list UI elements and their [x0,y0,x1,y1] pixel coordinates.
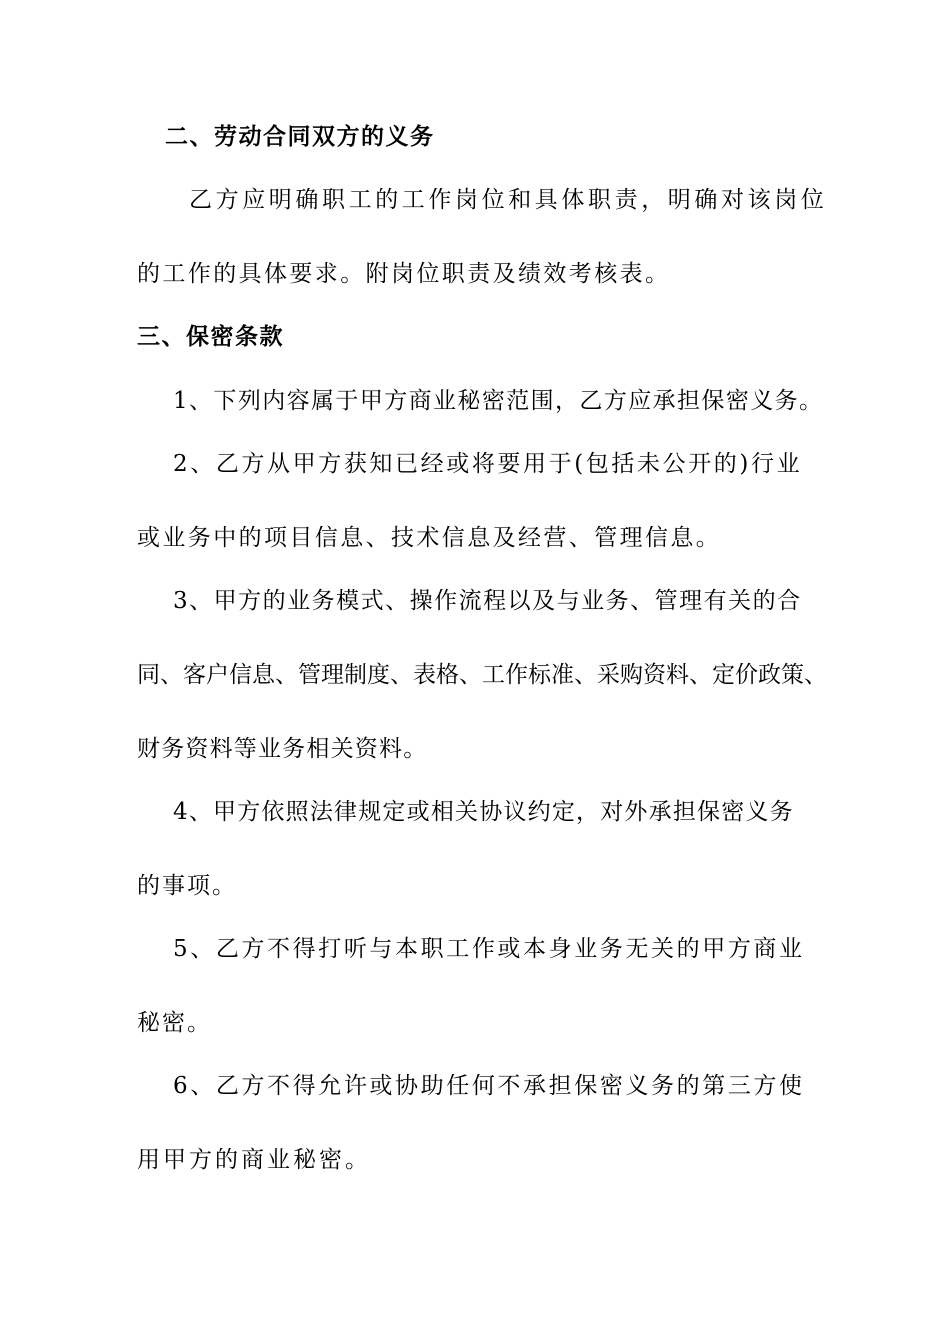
paragraph-line: 乙方应明确职工的工作岗位和具体职责，明确对该岗位 [189,187,828,213]
clause-item-5-continued: 秘密。 [137,1010,212,1036]
clause-item-3-continued: 财务资料等业务相关资料。 [137,736,428,762]
paragraph-line: 的工作的具体要求。附岗位职责及绩效考核表。 [137,261,671,287]
clause-item-5: 5、乙方不得打听与本职工作或本身业务无关的甲方商业 [173,936,805,962]
clause-item-1: 1、下列内容属于甲方商业秘密范围，乙方应承担保密义务。 [173,388,824,414]
clause-item-3: 3、甲方的业务模式、操作流程以及与业务、管理有关的合 [173,588,802,614]
clause-item-2-continued: 或业务中的项目信息、技术信息及经营、管理信息。 [137,525,722,551]
section-heading-obligations: 二、劳动合同双方的义务 [165,123,435,150]
clause-item-3-continued: 同、客户信息、管理制度、表格、工作标准、采购资料、定价政策、 [137,662,827,688]
clause-item-2: 2、乙方从甲方获知已经或将要用于(包括未公开的)行业 [173,451,803,477]
clause-item-4-continued: 的事项。 [137,873,237,899]
clause-item-6: 6、乙方不得允许或协助任何不承担保密义务的第三方使 [173,1073,805,1099]
clause-item-6-continued: 用甲方的商业秘密。 [137,1147,371,1173]
clause-item-4: 4、甲方依照法律规定或相关协议约定，对外承担保密义务 [173,799,794,825]
section-heading-confidentiality: 三、保密条款 [137,323,284,350]
